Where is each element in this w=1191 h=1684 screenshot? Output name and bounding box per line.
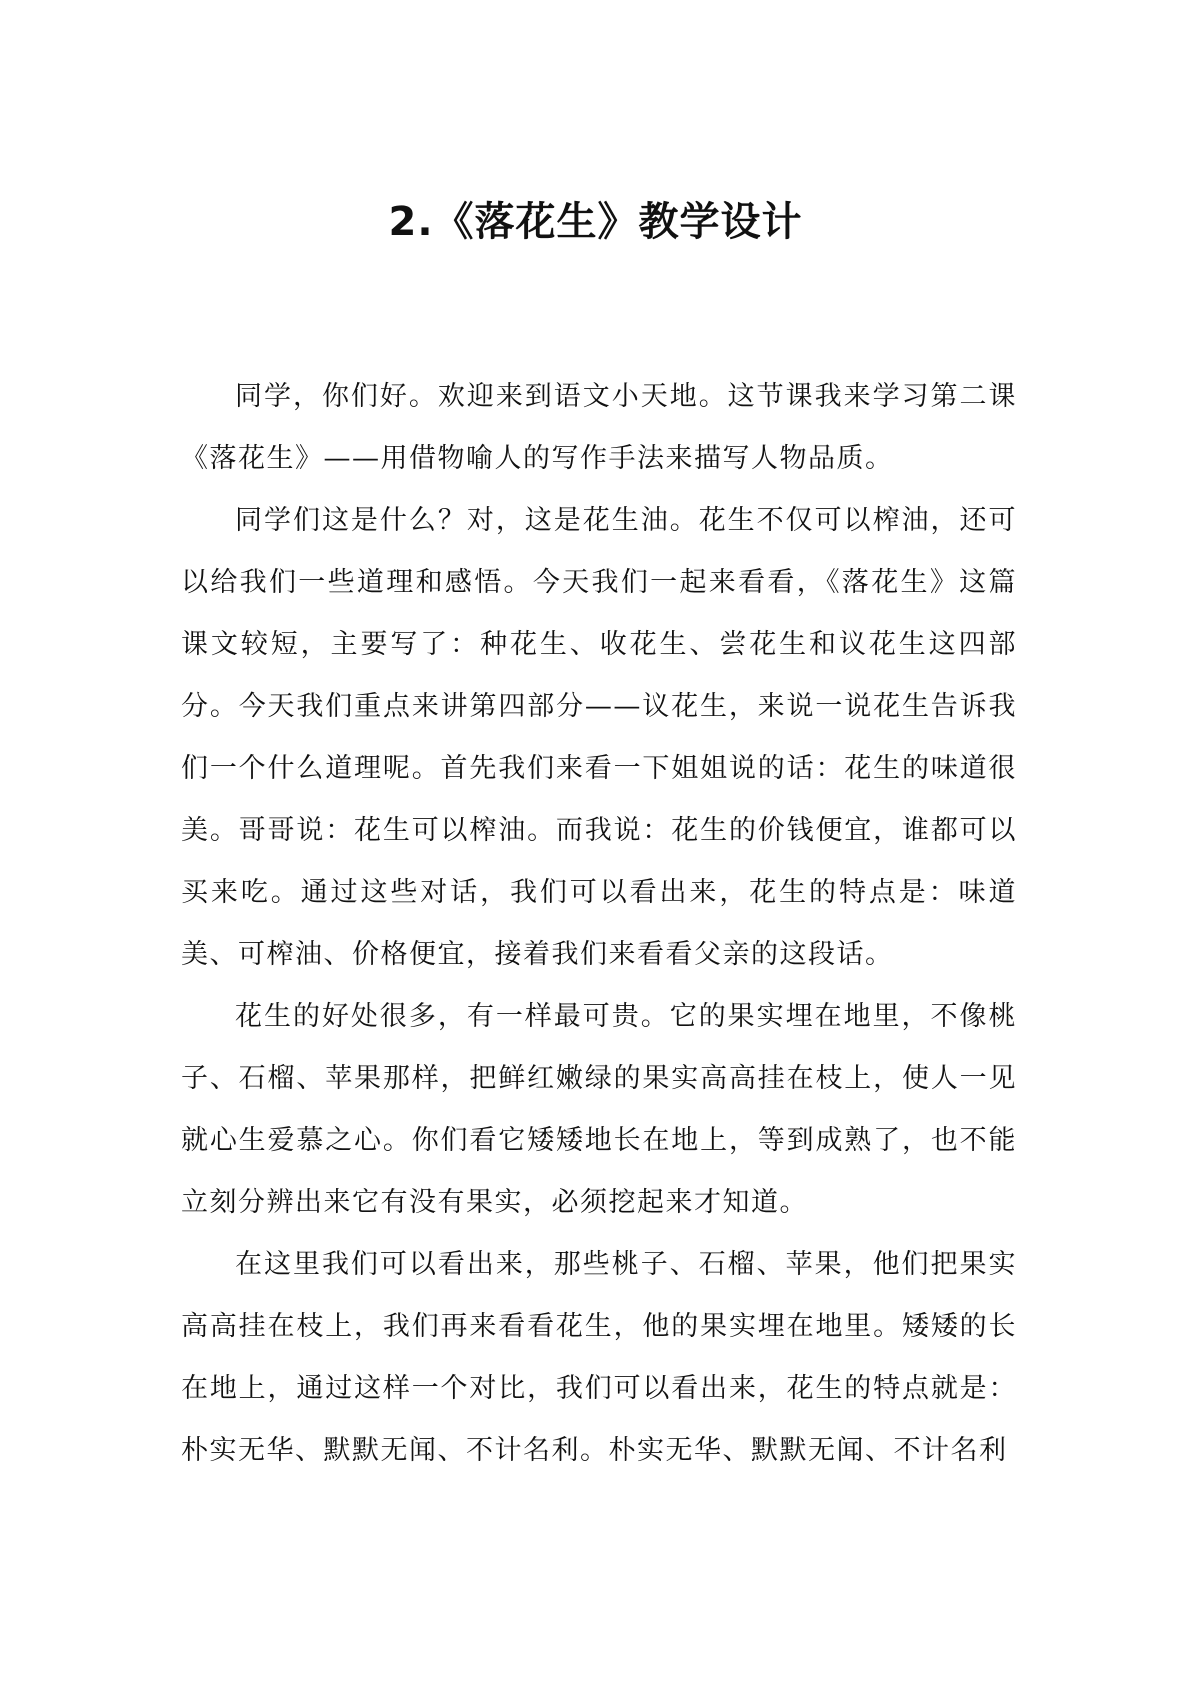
paragraph-4: 在这里我们可以看出来，那些桃子、石榴、苹果，他们把果实高高挂在枝上，我们再来看看花生，他的果实埋在地里。矮矮的长在地上，通过这样一个对比，我们可以看出来，花生的特点就是：朴实无华、默默无闻、不计名利。朴实无华、默默无闻、不计名利 xyxy=(181,1249,1017,1466)
paragraph-3: 花生的好处很多，有一样最可贵。它的果实埋在地里，不像桃子、石榴、苹果那样，把鲜红嫩绿的果实高高挂在枝上，使人一见就心生爱慕之心。你们看它矮矮地长在地上，等到成熟了，也不能立刻分辨出来它有没有果实，必须挖起来才知道。 xyxy=(181,1001,1017,1218)
paragraph-2: 同学们这是什么？对，这是花生油。花生不仅可以榨油，还可以给我们一些道理和感悟。今天我们一起来看看，《落花生》这篇课文较短，主要写了：种花生、收花生、尝花生和议花生这四部分。今天我们重点来讲第四部分——议花生，来说一说花生告诉我们一个什么道理呢。首先我们来看一下姐姐说的话：花生的味道很美。哥哥说：花生可以榨油。而我说：花生的价钱便宜，谁都可以买来吃。通过这些对话，我们可以看出来，花生的特点是：味道美、可榨油、价格便宜，接着我们来看看父亲的这段话。 xyxy=(181,505,1017,970)
paragraph-1: 同学，你们好。欢迎来到语文小天地。这节课我来学习第二课《落花生》——用借物喻人的写作手法来描写人物品质。 xyxy=(181,381,1017,474)
document-body xyxy=(181,366,1017,1482)
document-title: 2.《落花生》教学设计 xyxy=(388,199,803,245)
